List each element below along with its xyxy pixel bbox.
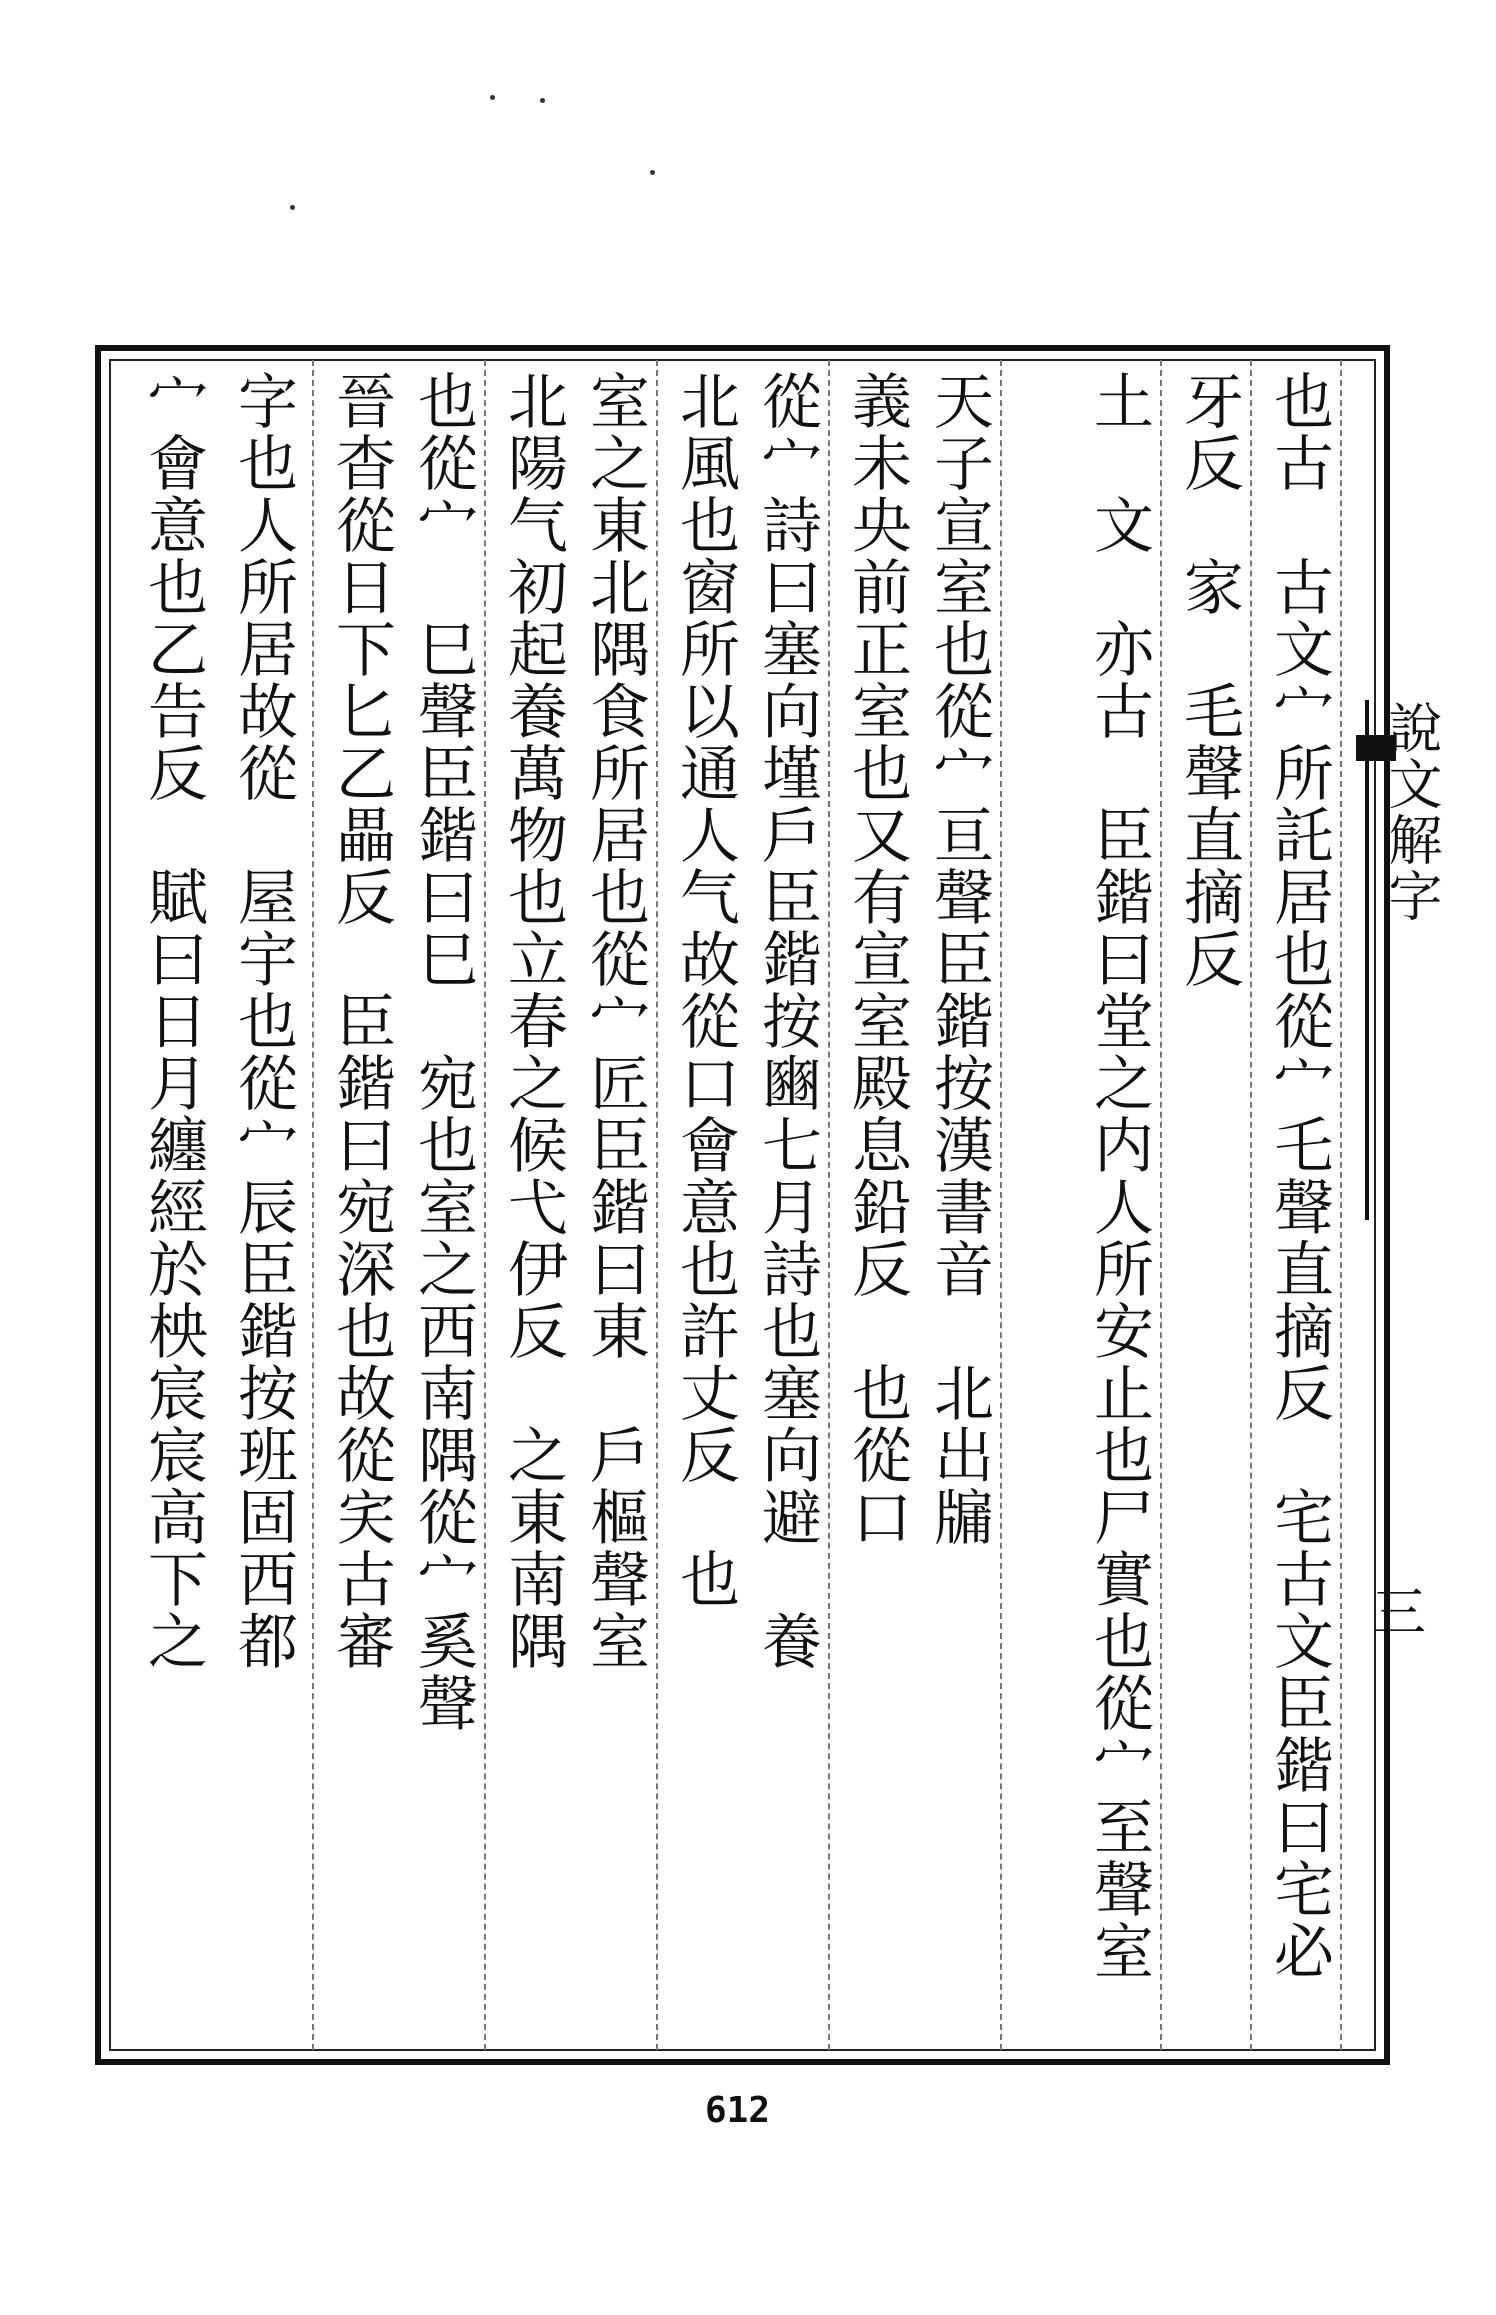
speck [490,95,495,100]
side-tab-title: 說文解字 [1365,700,1450,1220]
speck [650,170,655,175]
column-rule [656,360,658,2050]
column-rule [312,360,314,2050]
speck [290,205,295,210]
text-column-13: 宀會意也乙告反 賦曰日月纏經於柍宸宸高下之 [138,370,208,1672]
text-column-6: 從宀詩曰塞向墐戶臣鍇按豳七月詩也塞向避 養 [752,370,822,1672]
text-column-1: 也古 古文宀所託居也從宀乇聲直摘反 宅古文臣鍇曰宅必 [1264,370,1334,1982]
text-column-11: 晉杳從日下匕乙畾反 臣鍇曰宛深也故從宎古審 [326,370,396,1672]
column-rule [484,360,486,2050]
text-column-12: 字也人所居故從 屋宇也從宀辰臣鍇按班固西都 [228,370,298,1672]
text-column-3: 土 文 亦古 臣鍇曰堂之内人所安止也尸實也從宀至聲室 [1084,370,1154,1982]
text-column-8: 室之東北隅食所居也從宀匠臣鍇曰東 戶樞聲室 [580,370,650,1672]
speck [540,98,545,103]
text-column-7: 北風也窗所以通人气故從口會意也許丈反 也 [670,370,740,1610]
column-rule [1000,360,1002,2050]
text-column-10: 也從宀 巳聲臣鍇曰巳 宛也室之西南隅從宀奚聲 [408,370,478,1734]
page-number: 612 [705,2090,771,2131]
text-column-9: 北陽气初起養萬物也立春之候弋伊反 之東南隅 [498,370,568,1672]
text-column-5: 義未央前正室也又有宣室殿息鉛反 也從口 [842,370,912,1548]
text-column-2: 牙反 家 毛聲直摘反 [1174,370,1244,990]
column-rule [1250,360,1252,2050]
text-column-4: 天子宣室也從宀亘聲臣鍇按漢書音 北出牖 [924,370,994,1548]
side-tab-number: 三 [1372,1581,1426,1644]
column-rule [1160,360,1162,2050]
column-rule [1340,360,1342,2050]
column-rule [828,360,830,2050]
